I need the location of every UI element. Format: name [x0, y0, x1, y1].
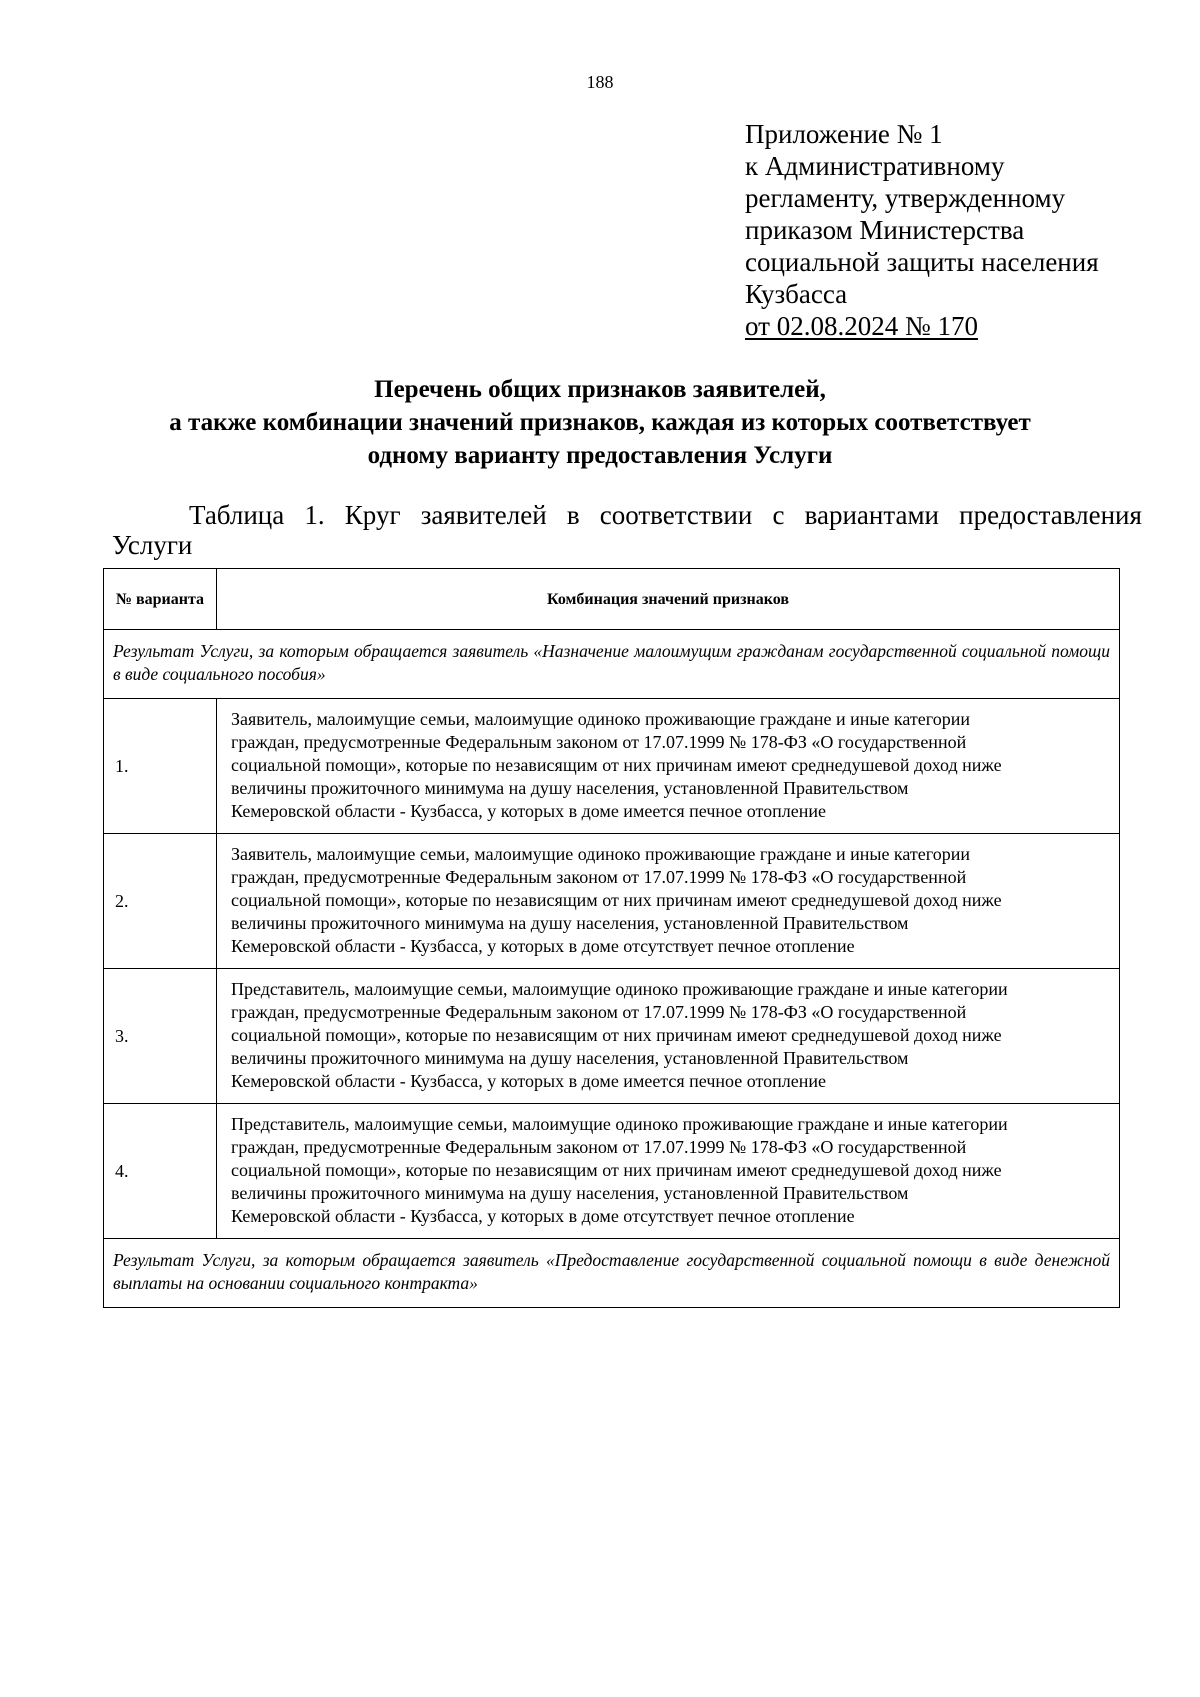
- combination-line: Кемеровской области - Кузбасса, у которых в доме имеется печное отопление: [231, 801, 826, 821]
- combination-line: социальной помощи», которые по независящим от них причинам имеют среднедушевой доход ниже: [231, 755, 1002, 775]
- table-caption-line-2: Услуги: [112, 530, 193, 560]
- table-row: [104, 699, 1120, 834]
- combination-line: социальной помощи», которые по независящим от них причинам имеют среднедушевой доход ниже: [231, 1025, 1002, 1045]
- variant-number-cell: 4.: [104, 1104, 217, 1239]
- caption-word: в: [566, 500, 580, 530]
- combination-line: граждан, предусмотренные Федеральным законом от 17.07.1999 № 178-ФЗ «О государственной: [231, 867, 967, 887]
- variant-number-cell: 2.: [104, 834, 217, 969]
- caption-word: Круг: [344, 500, 401, 530]
- caption-word: 1.: [304, 500, 325, 530]
- combination-line: Кемеровской области - Кузбасса, у которых в доме отсутствует печное отопление: [231, 1206, 855, 1226]
- combination-cell: [217, 699, 1120, 834]
- combination-line: социальной помощи», которые по независящим от них причинам имеют среднедушевой доход ниже: [231, 890, 1002, 910]
- combination-line: величины прожиточного минимума на душу населения, установленной Правительством: [231, 913, 909, 933]
- variant-number-cell: 3.: [104, 969, 217, 1104]
- table-header-row: [104, 569, 1120, 630]
- combination-cell: [217, 969, 1120, 1104]
- result-cell: Результат Услуги, за которым обращается заявитель «Предоставление государственной социальной помощи в виде денежной выплаты на основании социального контракта»: [104, 1239, 1120, 1308]
- document-title: [100, 373, 1100, 472]
- header-combination: Комбинация значений признаков: [217, 569, 1120, 630]
- appendix-date: от 02.08.2024 № 170: [745, 311, 978, 341]
- caption-word: соответствии: [599, 500, 753, 530]
- appendix-line: регламенту, утвержденному: [745, 183, 1066, 213]
- combination-line: Кемеровской области - Кузбасса, у которых в доме отсутствует печное отопление: [231, 936, 855, 956]
- result-row: [104, 630, 1120, 699]
- variant-number-cell: 1.: [104, 699, 217, 834]
- combination-line: величины прожиточного минимума на душу населения, установленной Правительством: [231, 1048, 909, 1068]
- appendix-line: Приложение № 1: [745, 119, 943, 149]
- combination-line: граждан, предусмотренные Федеральным законом от 17.07.1999 № 178-ФЗ «О государственной: [231, 732, 967, 752]
- table-caption-line-1: [112, 500, 1142, 530]
- result-cell: Результат Услуги, за которым обращается заявитель «Назначение малоимущим гражданам государственной социальной помощи в виде социального пособия»: [104, 630, 1120, 699]
- appendix-line: к Административному: [745, 151, 1005, 181]
- combination-cell: [217, 1104, 1120, 1239]
- combination-line: Кемеровской области - Кузбасса, у которых в доме имеется печное отопление: [231, 1071, 826, 1091]
- appendix-block: [745, 118, 1165, 342]
- caption-word: заявителей: [420, 500, 547, 530]
- combination-line: социальной помощи», которые по независящим от них причинам имеют среднедушевой доход ниже: [231, 1160, 1002, 1180]
- combination-cell: [217, 834, 1120, 969]
- combination-line: Представитель, малоимущие семьи, малоимущие одиноко проживающие граждане и иные категории: [231, 979, 1008, 999]
- caption-word: предоставления: [959, 500, 1142, 530]
- appendix-line: социальной защиты населения: [745, 247, 1099, 277]
- combination-line: Заявитель, малоимущие семьи, малоимущие одиноко проживающие граждане и иные категории: [231, 844, 970, 864]
- page-number: 188: [586, 72, 614, 92]
- appendix-line: Кузбасса: [745, 279, 848, 309]
- combination-line: граждан, предусмотренные Федеральным законом от 17.07.1999 № 178-ФЗ «О государственной: [231, 1137, 967, 1157]
- title-line-3: одному варианту предоставления Услуги: [367, 442, 833, 469]
- table-row: [104, 969, 1120, 1104]
- table-row: [104, 834, 1120, 969]
- combination-line: величины прожиточного минимума на душу населения, установленной Правительством: [231, 778, 909, 798]
- appendix-line: приказом Министерства: [745, 215, 1025, 245]
- applicant-criteria-table: [103, 568, 1120, 1308]
- caption-word: вариантами: [804, 500, 939, 530]
- combination-line: величины прожиточного минимума на душу населения, установленной Правительством: [231, 1183, 909, 1203]
- table-row: [104, 1104, 1120, 1239]
- combination-line: граждан, предусмотренные Федеральным законом от 17.07.1999 № 178-ФЗ «О государственной: [231, 1002, 967, 1022]
- title-line-1: Перечень общих признаков заявителей,: [374, 376, 826, 403]
- title-line-2: а также комбинации значений признаков, каждая из которых соответствует: [169, 409, 1031, 436]
- appendix-date-line: [745, 310, 1165, 342]
- table-caption: [112, 500, 1142, 560]
- combination-line: Заявитель, малоимущие семьи, малоимущие одиноко проживающие граждане и иные категории: [231, 709, 970, 729]
- caption-word: Таблица: [189, 500, 285, 530]
- caption-word: с: [772, 500, 785, 530]
- combination-line: Представитель, малоимущие семьи, малоимущие одиноко проживающие граждане и иные категории: [231, 1114, 1008, 1134]
- header-variant-number: № варианта: [104, 569, 217, 630]
- result-row: [104, 1239, 1120, 1308]
